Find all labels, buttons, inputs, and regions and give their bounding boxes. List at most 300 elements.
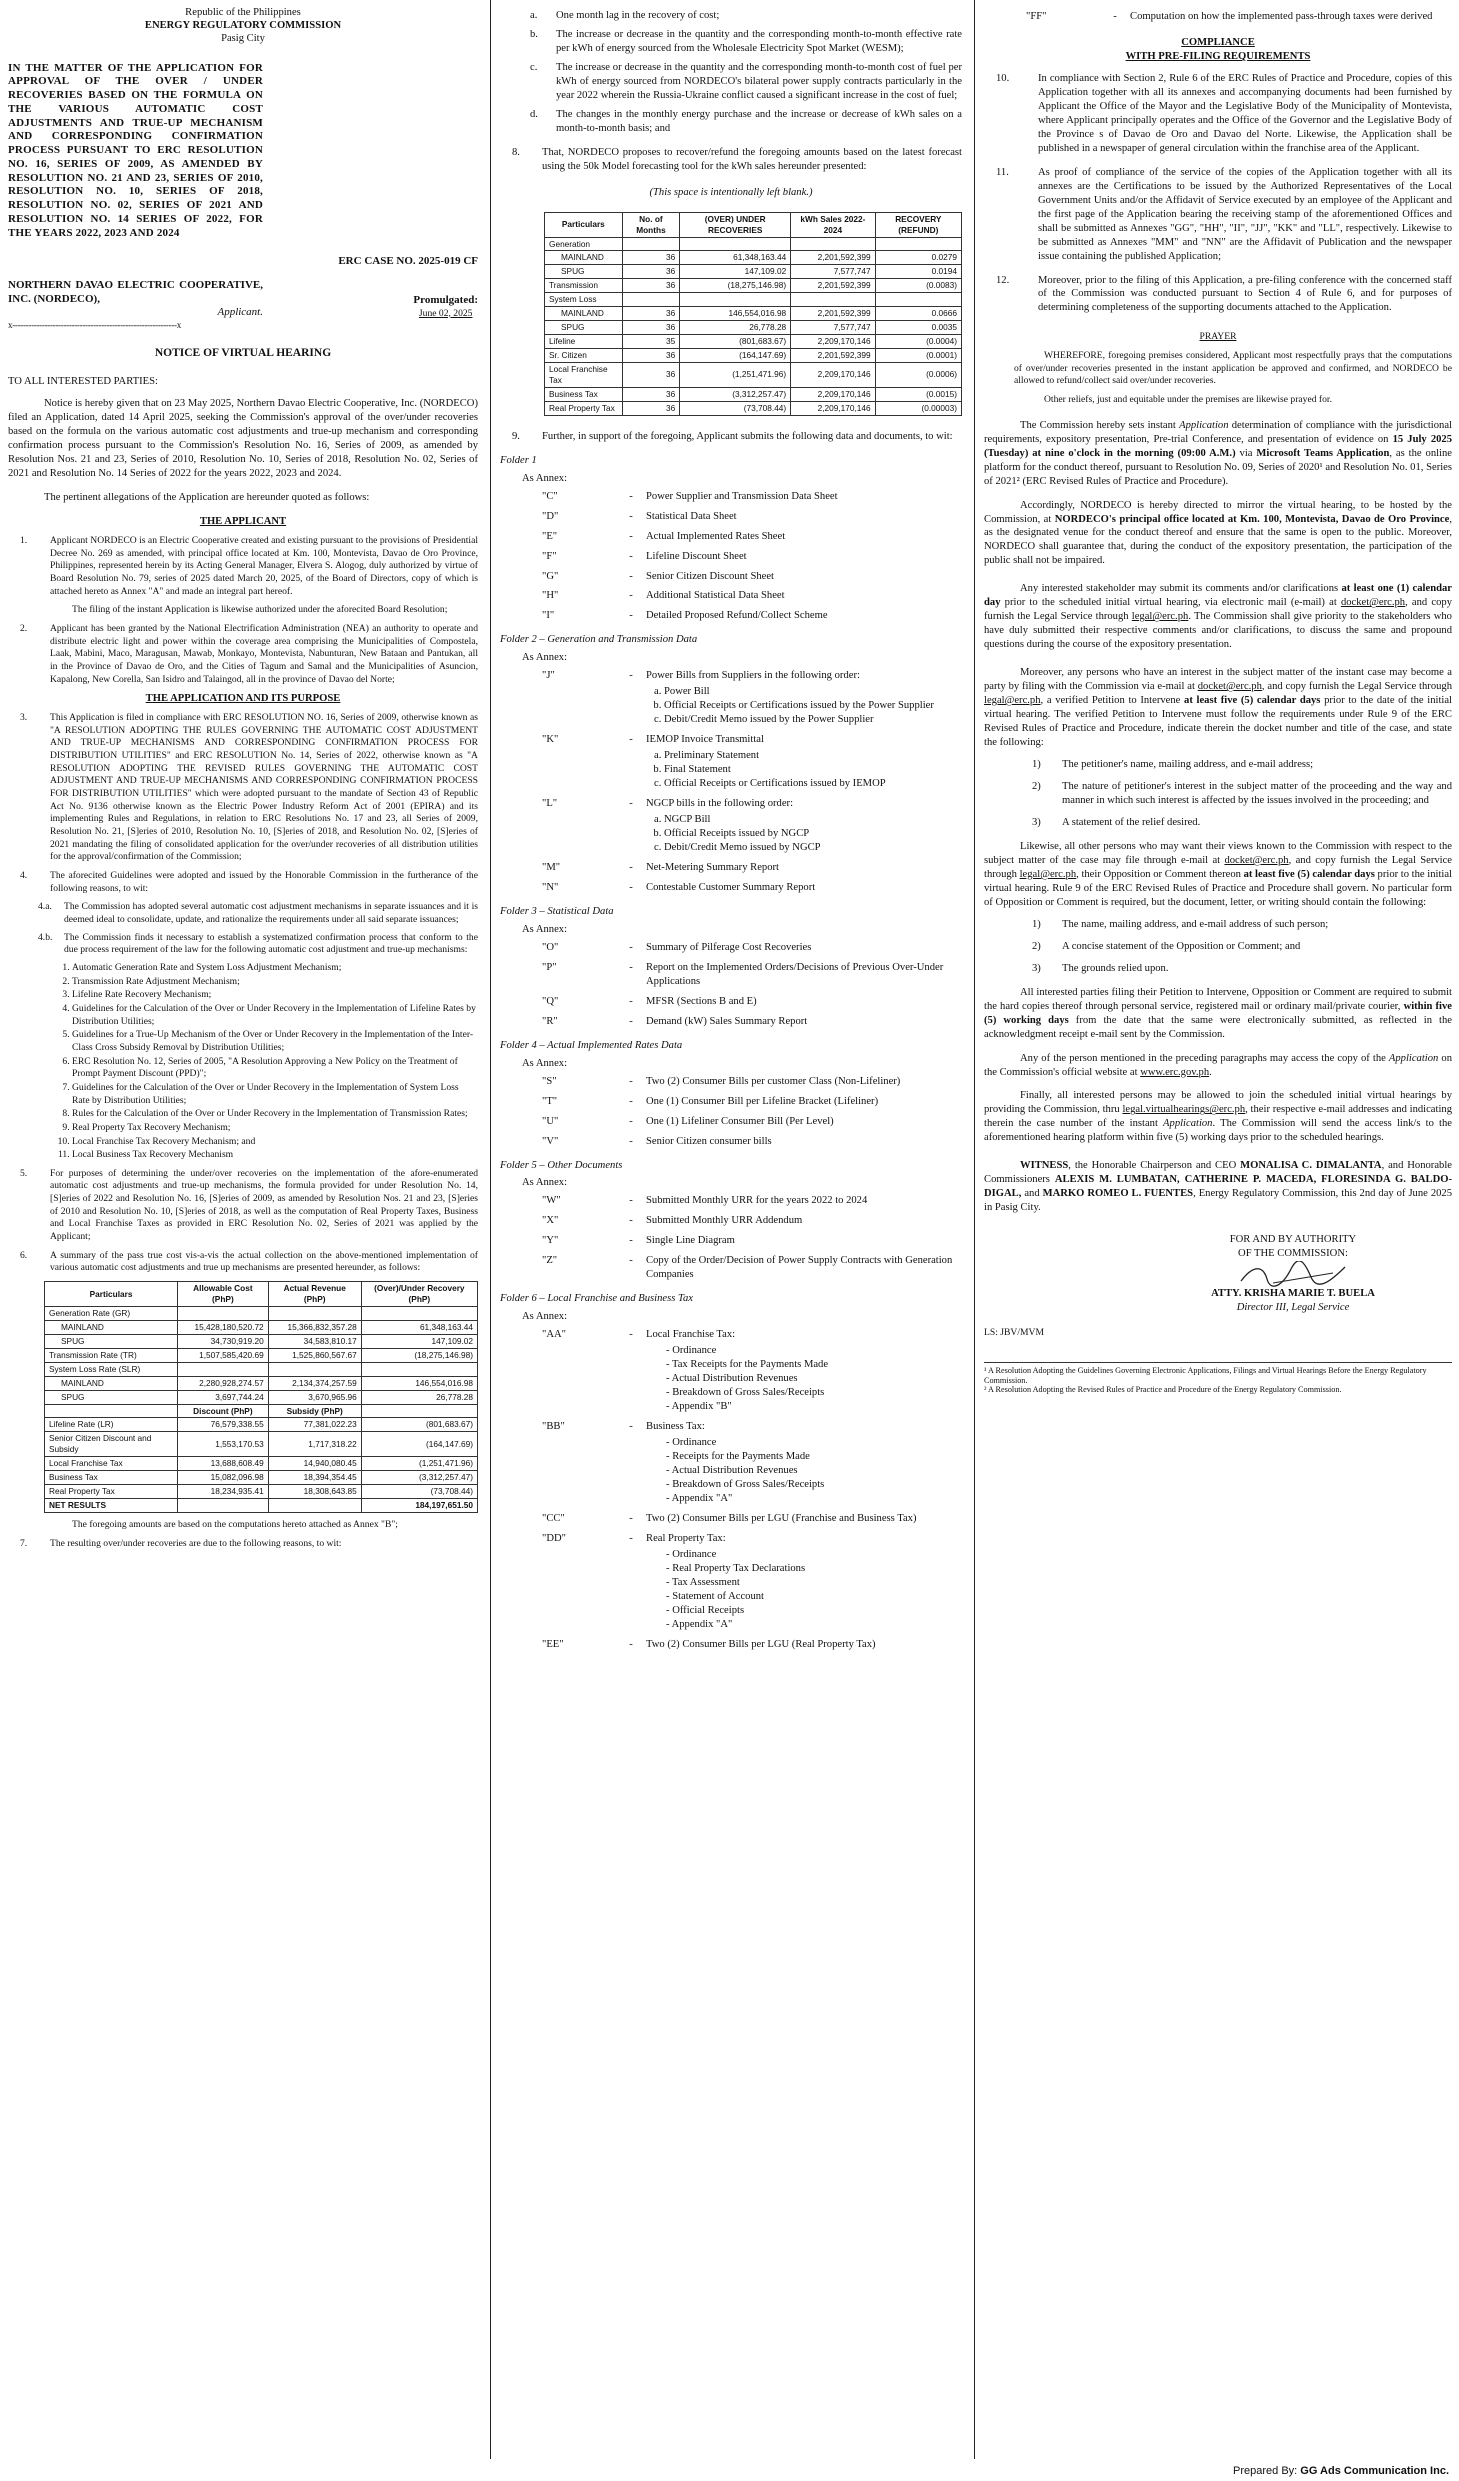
folder-heading: Folder 6 – Local Franchise and Business Tax <box>500 1293 693 1305</box>
paragraph-6b: The foregoing amounts are based on the computations hereto attached as Annex "B"; <box>72 1519 398 1531</box>
table-cell: 34,730,919.20 <box>178 1334 269 1348</box>
table-row-label: SPUG <box>545 265 623 279</box>
paragraph-2: 2. Applicant has been granted by the National Electrification Administration (NEA) an authority to operate and distribute electric light and power within the coverage area comprising the Municipalities of Compostela, Laak, Mabini, Maco, Maragusan, Mawab, Monkayo, Montevista, Nabunturan, New Bataan and Pantukan, all in the Province of Davao de Oro, and the Cities of Tagum and Samal and the Municipalities of Asuncion, Kapalong, New Corella, San Isidro and Talaingod, all in the province of Davao del Norte; <box>20 622 478 685</box>
annex-sublist <box>646 685 962 727</box>
table-cell <box>680 293 791 307</box>
table-cell: 147,109.02 <box>361 1334 477 1348</box>
mechanism-item: 7. Guidelines for the Calculation of the Over or Under Recovery in the Implementation of System Loss Rate by Distribution Utilities; <box>72 1082 478 1107</box>
initials: LS: JBV/MVM <box>984 1327 1044 1339</box>
annex-bullet: - Ordinance <box>666 1436 962 1450</box>
folder-heading: Folder 1 <box>500 454 537 466</box>
table-cell: 77,381,022.23 <box>268 1418 361 1432</box>
blank-space-note: (This space is intentionally left blank.) <box>649 186 813 198</box>
annex-bullet: - Breakdown of Gross Sales/Receipts <box>666 1478 962 1492</box>
table-cell: (73,708.44) <box>361 1485 477 1499</box>
table-cell <box>622 237 680 251</box>
annex-sublist <box>646 813 962 855</box>
column-divider <box>490 0 491 2459</box>
mechanism-item: 1. Automatic Generation Rate and System Loss Adjustment Mechanism; <box>72 962 478 975</box>
annex-bullet: - Appendix "A" <box>666 1492 962 1506</box>
applicant-role: Applicant. <box>217 306 263 319</box>
as-annex-label: As Annex: <box>522 1311 568 1323</box>
table-cell: 2,201,592,399 <box>791 307 875 321</box>
table-cell: 15,428,180,520.72 <box>178 1320 269 1334</box>
paragraph-6: 6. A summary of the pass true cost vis-a-vis the actual collection on the above-mentioned implementation of various automatic cost adjustments and true up mechanisms are presented hereunder, as follows: <box>20 1249 478 1274</box>
reason-item: d. The changes in the monthly energy purchase and the increase or decrease of kWh sales on a month-to-month basis; and <box>530 108 962 134</box>
table-cell: (0.00003) <box>875 401 961 415</box>
table-row-label: Senior Citizen Discount and Subsidy <box>45 1432 178 1457</box>
annex-subitem: c. Official Receipts or Certifications issued by IEMOP <box>664 777 962 791</box>
table-header-cell: kWh Sales 2022-2024 <box>791 212 875 237</box>
annex-item: "X" - Submitted Monthly URR Addendum <box>500 1214 962 1228</box>
paragraph-12: 12. Moreover, prior to the filing of this Application, a pre-filing conference with the concerned staff of the Commission was conducted pursuant to Section 4 of Rule 6, and for purposes of determining completeness of the supporting documents attached to the Application. <box>996 274 1452 314</box>
table-cell: 1,717,318.22 <box>268 1432 361 1457</box>
website-paragraph: Any of the person mentioned in the preceding paragraphs may access the copy of the Application on the Commission's official website at www.erc.gov.ph. <box>984 1052 1452 1078</box>
table-row <box>45 1471 478 1485</box>
table-row <box>45 1320 478 1334</box>
table-row <box>545 362 962 387</box>
table-header-cell: Particulars <box>545 212 623 237</box>
table-cell: 0.0035 <box>875 321 961 335</box>
table-cell: 18,394,354.45 <box>268 1471 361 1485</box>
as-annex-label: As Annex: <box>522 923 568 935</box>
annex-item: "T" - One (1) Consumer Bill per Lifeline Bracket (Lifeliner) <box>500 1095 962 1109</box>
folder-heading: Folder 5 – Other Documents <box>500 1159 623 1171</box>
table-row-label: Generation Rate (GR) <box>45 1306 178 1320</box>
compliance-heading: COMPLIANCE <box>1181 36 1255 48</box>
table-cell: 36 <box>622 387 680 401</box>
annex-code: "S" <box>542 1075 557 1087</box>
table-cell: 36 <box>622 401 680 415</box>
table-row <box>45 1376 478 1390</box>
table-cell: 2,201,592,399 <box>791 279 875 293</box>
table-row <box>545 349 962 363</box>
pertinent-paragraph: The pertinent allegations of the Application are hereunder quoted as follows: <box>44 492 370 504</box>
annex-code: "H" <box>542 590 559 602</box>
legal-email-link[interactable]: legal@erc.ph <box>984 695 1041 707</box>
annex-description: NGCP bills in the following order: <box>646 798 794 810</box>
reason-item: a. One month lag in the recovery of cost; <box>530 10 720 21</box>
reason-item: b. The increase or decrease in the quantity and the corresponding month-to-month effective rate per kWh of energy sourced from the Wholesale Electricity Spot Market (WESM); <box>530 28 962 54</box>
annex-description: One (1) Consumer Bill per Lifeline Bracket (Lifeliner) <box>646 1095 879 1107</box>
table-cell: (3,312,257.47) <box>680 387 791 401</box>
annex-bullet: - Statement of Account <box>666 1590 962 1604</box>
table-row-label: SPUG <box>45 1334 178 1348</box>
paragraph-4: 4. The aforecited Guidelines were adopted and issued by the Honorable Commission in the furtherance of the following reasons, to wit: <box>20 870 478 894</box>
folder-heading: Folder 3 – Statistical Data <box>500 905 614 917</box>
annex-bullet: - Real Property Tax Declarations <box>666 1562 962 1576</box>
annex-item: "C" - Power Supplier and Transmission Data Sheet <box>500 490 962 504</box>
table-row-label: Transmission Rate (TR) <box>45 1348 178 1362</box>
table-cell: 1,553,170.53 <box>178 1432 269 1457</box>
annex-code: "U" <box>542 1115 559 1127</box>
table-cell: 13,688,608.49 <box>178 1457 269 1471</box>
prepared-by: Prepared By: GG Ads Communication Inc. <box>1233 2465 1449 2477</box>
table-row <box>45 1362 478 1376</box>
annex-code: "T" <box>542 1095 558 1107</box>
table-cell: 18,234,935.41 <box>178 1485 269 1499</box>
table-cell: (0.0004) <box>875 335 961 349</box>
annex-code: "G" <box>542 570 559 582</box>
prayer-paragraph: WHEREFORE, foregoing premises considered, Applicant most respectfully prays that the computations of over/under recoveries presented in the instant application be approved and confirmed, and NORDECO be allowed to refund/collect said over/under recoveries. <box>1014 350 1452 387</box>
table-header-cell: Actual Revenue (PhP) <box>268 1282 361 1307</box>
column-2 <box>500 6 962 2455</box>
table-cell: (801,683.67) <box>680 335 791 349</box>
table-row-label: SPUG <box>545 321 623 335</box>
annex-bullet: - Receipts for the Payments Made <box>666 1450 962 1464</box>
hearing-schedule-paragraph: The Commission hereby sets instant Application determination of compliance with the jurisdictional requirements, expository presentation, Pre-trial Conference, and presentation of evidence on 15 July 2025 (Tuesday) at nine o'clock in the morning (09:00 A.M.) via Microsoft Teams Application, as the online platform for the conduct thereof, pursuant to Resolution No. 09, Series of 2020¹ and Resolution No. 01, Series of 2021² (ERC Revised Rules of Practice and Procedure). <box>984 419 1452 487</box>
table-cell: 14,940,080.45 <box>268 1457 361 1471</box>
annex-description: Local Franchise Tax: <box>646 1329 736 1341</box>
table-cell: 184,197,651.50 <box>361 1499 477 1513</box>
annex-description: Power Bills from Suppliers in the following order: <box>646 670 860 682</box>
paragraph-1: 1. Applicant NORDECO is an Electric Cooperative created and existing pursuant to the provisions of Presidential Decree No. 269 as amended, with principal office located at Km. 100, Montevista, Davao de Oro Province, Philippines, represented herein by its Acting General Manager, Elvera S. Alogog, duly authorized by virtue of Board Resolution No. 79, series of 2025 dated March 20, 2025, of the Board of Directors, copy of which is attached hereto as Annex "A" and made an integral part hereof. <box>20 534 478 597</box>
annex-item: "M" - Net-Metering Summary Report <box>500 861 962 875</box>
table-cell <box>361 1362 477 1376</box>
annex-item: "Z" - Copy of the Order/Decision of Power Supply Contracts with Generation Companies <box>500 1254 962 1282</box>
annex-item: "H" - Additional Statistical Data Sheet <box>500 589 962 603</box>
case-caption: IN THE MATTER OF THE APPLICATION FOR APPROVAL OF THE OVER / UNDER RECOVERIES BASED ON THE FORMULA ON THE VARIOUS AUTOMATIC COST ADJUSTMENTS AND TRUE-UP MECHANISM AND CORRESPONDING CONFIRMATION PROCESS PURSUANT TO ERC RESOLUTION NO. 16, SERIES OF 2009, AS AMENDED BY RESOLUTION NO. 21 AND 23, SERIES OF 2010, RESOLUTION NO. 10, SERIES OF 2018, RESOLUTION NO. 02, SERIES OF 2021 AND RESOLUTION NO. 14 SERIES OF 2022, FOR THE YEARS 2022, 2023 AND 2024 <box>8 61 263 239</box>
table-row-label: Lifeline <box>545 335 623 349</box>
annex-code: "EE" <box>542 1638 564 1650</box>
paragraph-5: 5. For purposes of determining the under/over recoveries on the implementation of the afore-enumerated automatic cost adjustments and true-up mechanisms, the formula provided for under Resolution No. 14, [S]eries of 2022 and Resolution No. 16, [S]eries of 2009, as amended by Resolution Nos. 21 and 23, [S]eries of 2010 and Resolution No. 10, [S]eries of 2018, as well as the computation of Real Property Taxes, Business and Local Franchise Taxes as provided in ERC Resolution No. 02, Series of 2021 was applied by the Applicant; <box>20 1167 478 1243</box>
annex-code: "P" <box>542 961 557 973</box>
annex-item: "Y" - Single Line Diagram <box>500 1234 962 1248</box>
table-cell <box>875 293 961 307</box>
annex-description: Submitted Monthly URR Addendum <box>646 1215 803 1227</box>
table-cell <box>791 293 875 307</box>
table-row <box>45 1418 478 1432</box>
paragraph-11: 11. As proof of compliance of the service of the copies of the Application together with all its annexes are the Certifications to be issued by the Authorized Representatives of the Local Government Units and/or the Affidavit of Service executed by an employee of the Applicant and the first page of the Application bearing the receiving stamp of the aforementioned Offices and shall be submitted as Annexes "GG", "HH", "II", "JJ", "KK" and "LL", respectively. Likewise to be submitted as Annexes "MM" and "NN" are the Affidavit of Publication and the newspaper issue containing the published Application; <box>996 166 1452 262</box>
annex-bullet: - Ordinance <box>666 1548 962 1562</box>
annex-description: IEMOP Invoice Transmittal <box>646 734 764 746</box>
table-row-label: MAINLAND <box>45 1320 178 1334</box>
table-row <box>545 265 962 279</box>
mechanism-item: 4. Guidelines for the Calculation of the Over or Under Recovery in the Implementation of Lifeline Rates by Distribution Utilities; <box>72 1003 478 1028</box>
table-row-label: MAINLAND <box>545 251 623 265</box>
prayer-heading: PRAYER <box>1199 331 1237 343</box>
table-cell: 0.0666 <box>875 307 961 321</box>
join-hearing-paragraph: Finally, all interested persons may be allowed to join the scheduled initial virtual hearings by providing the Commission, thru legal.virtualhearings@erc.ph, their respective e-mail addresses and indicating therein the case number of the instant Application. The Commission will send the access link/s to the aforementioned hearing platform within five (5) working days prior to the scheduled hearings. <box>984 1090 1452 1144</box>
compliance-subheading: WITH PRE-FILING REQUIREMENTS <box>1125 50 1311 62</box>
paragraph-7: 7. The resulting over/under recoveries are due to the following reasons, to wit: <box>20 1537 342 1549</box>
table-cell: 147,109.02 <box>680 265 791 279</box>
annex-item: "K" - IEMOP Invoice Transmittal a. Preliminary Statement b. Final Statement c. Official Receipts or Certifications issued by IEMOP <box>500 733 962 791</box>
annex-code: "R" <box>542 1015 558 1027</box>
paragraph-10: 10. In compliance with Section 2, Rule 6 of the ERC Rules of Practice and Procedure, copies of this Application together with all its annexes and accompanying documents had been furnished by Applicant the Office of the Mayor and the Legislative Body of the Municipality of Montevista, where Applicant principally operates and the Office of the Governor and the Legislative Body of the Province s of Davao de Oro and Davao del Norte. Likewise, the Application shall be published in a newspaper of general circulation within the franchise area of the Applicant. <box>996 72 1452 154</box>
paragraph-1b: The filing of the instant Application is likewise authorized under the aforecited Board Resolution; <box>72 604 448 616</box>
annex-description: One (1) Lifeliner Consumer Bill (Per Level) <box>646 1115 834 1127</box>
table-cell: 36 <box>622 251 680 265</box>
table-header-row <box>545 212 962 237</box>
table-cell <box>791 237 875 251</box>
opposition-requirements-list <box>984 918 1452 976</box>
table-row-label: Business Tax <box>545 387 623 401</box>
annex-code: "L" <box>542 798 558 810</box>
mechanism-item: 6. ERC Resolution No. 12, Series of 2005, "A Resolution Approving a New Policy on the Treatment of Prompt Payment Discount (PPD)"; <box>72 1056 478 1081</box>
annex-item: "N" - Contestable Customer Summary Report <box>500 881 962 895</box>
table-cell: 36 <box>622 265 680 279</box>
docket-email-link[interactable]: docket@erc.ph <box>1197 681 1262 693</box>
table-cell <box>178 1362 269 1376</box>
table-header-cell: (Over)/Under Recovery (PhP) <box>361 1282 477 1307</box>
annex-item: "I" - Detailed Proposed Refund/Collect Scheme <box>500 609 962 623</box>
requirement-item: 1) The name, mailing address, and e-mail address of such person; <box>1032 918 1329 930</box>
annex-item: "W" - Submitted Monthly URR for the years 2022 to 2024 <box>500 1194 962 1208</box>
intervention-requirements-list <box>984 758 1452 830</box>
mirror-hearing-paragraph: Accordingly, NORDECO is hereby directed to mirror the virtual hearing, to be hosted by the Commission, at NORDECO's principal office located at Km. 100, Montevista, Davao de Oro Province, as the designated venue for the conduct thereof and ensure that the same is open to the public. Moreover, NORDECO shall guarantee that, during the conduct of the expository presentation, the participation of the public shall not be impaired. <box>984 499 1452 567</box>
table-row <box>545 237 962 251</box>
table-row <box>45 1485 478 1499</box>
table-cell: 2,134,374,257.59 <box>268 1376 361 1390</box>
docket-email-link[interactable]: docket@erc.ph <box>1340 597 1406 609</box>
table-cell: 15,366,832,357.28 <box>268 1320 361 1334</box>
republic-line: Republic of the Philippines <box>185 7 301 18</box>
annex-item: "V" - Senior Citizen consumer bills <box>500 1135 962 1149</box>
annex-subitem: b. Official Receipts or Certifications issued by the Power Supplier <box>664 699 962 713</box>
table-row-label: System Loss <box>545 293 623 307</box>
annex-bullet: - Actual Distribution Revenues <box>666 1372 962 1386</box>
folder-heading: Folder 2 – Generation and Transmission Data <box>500 634 698 646</box>
mechanism-item: 9. Real Property Tax Recovery Mechanism; <box>72 1122 478 1135</box>
annex-code: "C" <box>542 490 558 502</box>
annex-bullet: - Appendix "B" <box>666 1400 962 1414</box>
annex-subitem: a. NGCP Bill <box>664 813 962 827</box>
annex-code: "J" <box>542 670 555 682</box>
table-cell: (73,708.44) <box>680 401 791 415</box>
annex-bullet: - Breakdown of Gross Sales/Receipts <box>666 1386 962 1400</box>
salutation: TO ALL INTERESTED PARTIES: <box>8 376 158 388</box>
annex-description: Statistical Data Sheet <box>646 510 737 522</box>
footnotes <box>984 1362 1452 1396</box>
table-cell <box>178 1499 269 1513</box>
table-cell: 34,583,810.17 <box>268 1334 361 1348</box>
annex-code: "M" <box>542 861 561 873</box>
table-cell: 1,525,860,567.67 <box>268 1348 361 1362</box>
requirement-item: 2) A concise statement of the Opposition or Comment; and <box>1032 940 1301 952</box>
table-row <box>545 335 962 349</box>
notice-title: NOTICE OF VIRTUAL HEARING <box>154 347 332 360</box>
annex-subitem: b. Official Receipts issued by NGCP <box>664 827 962 841</box>
annex-bullet: - Official Receipts <box>666 1604 962 1618</box>
table-cell: 3,670,965.96 <box>268 1390 361 1404</box>
table-cell: 7,577,747 <box>791 321 875 335</box>
recovery-summary-table <box>44 1281 478 1513</box>
column-1 <box>8 6 478 2455</box>
table-cell: 1,507,585,420.69 <box>178 1348 269 1362</box>
annex-code: "O" <box>542 941 559 953</box>
annex-code: "Q" <box>542 995 559 1007</box>
annex-bullets <box>646 1344 962 1414</box>
promulgated-label: Promulgated: <box>413 294 478 307</box>
table-cell: 18,308,643.85 <box>268 1485 361 1499</box>
paragraph-4a: 4.a. The Commission has adopted several automatic cost adjustment mechanisms in separate issuances and it is deemed ideal to consolidate, update, and rationalize the requirements under all said separate issuances; <box>38 901 478 926</box>
applicant-name: NORTHERN DAVAO ELECTRIC COOPERATIVE, INC. (NORDECO), <box>8 278 263 305</box>
annex-description: Two (2) Consumer Bills per LGU (Franchise and Business Tax) <box>646 1512 917 1524</box>
table-header-cell: Particulars <box>45 1282 178 1307</box>
table-cell: (1,251,471.96) <box>361 1457 477 1471</box>
annex-code: "F" <box>542 550 557 562</box>
table-cell: (1,251,471.96) <box>680 362 791 387</box>
annex-item: "G" - Senior Citizen Discount Sheet <box>500 570 962 584</box>
annex-subitem: c. Debit/Credit Memo issued by NGCP <box>664 841 962 855</box>
table-row-label: SPUG <box>45 1390 178 1404</box>
table-cell: 36 <box>622 321 680 335</box>
annex-sublist <box>646 749 962 791</box>
table-row <box>45 1334 478 1348</box>
table-cell: 2,280,928,274.57 <box>178 1376 269 1390</box>
mechanism-list <box>8 962 478 1162</box>
section-heading-purpose: THE APPLICATION AND ITS PURPOSE <box>145 693 341 705</box>
annex-subitem: a. Power Bill <box>664 685 962 699</box>
virtual-hearings-email-link[interactable]: legal.virtualhearings@erc.ph <box>1122 1104 1246 1116</box>
annex-description: Single Line Diagram <box>646 1235 735 1247</box>
table-cell: 2,201,592,399 <box>791 251 875 265</box>
annex-item: "EE" - Two (2) Consumer Bills per LGU (Real Property Tax) <box>500 1638 962 1652</box>
table-row <box>545 387 962 401</box>
table-row <box>545 279 962 293</box>
table-row-label <box>45 1404 178 1418</box>
table-header-row <box>45 1282 478 1307</box>
table-row <box>545 401 962 415</box>
annex-bullet: - Tax Assessment <box>666 1576 962 1590</box>
table-cell: (0.0083) <box>875 279 961 293</box>
annex-description: Detailed Proposed Refund/Collect Scheme <box>646 610 828 622</box>
legal-email-link[interactable]: legal@erc.ph <box>1131 611 1189 623</box>
annex-description: Real Property Tax: <box>646 1532 726 1544</box>
annex-description: Contestable Customer Summary Report <box>646 881 816 893</box>
annex-item: "E" - Actual Implemented Rates Sheet <box>500 530 962 544</box>
table-row-label: Generation <box>545 237 623 251</box>
table-cell: (18,275,146.98) <box>361 1348 477 1362</box>
table-row-label: Sr. Citizen <box>545 349 623 363</box>
commission-name: ENERGY REGULATORY COMMISSION <box>144 20 342 32</box>
authority-line-1: FOR AND BY AUTHORITY <box>1229 1234 1357 1246</box>
annex-item: "U" - One (1) Lifeliner Consumer Bill (Per Level) <box>500 1115 962 1129</box>
mechanism-item: 2. Transmission Rate Adjustment Mechanism; <box>72 976 478 989</box>
prayer-other-reliefs: Other reliefs, just and equitable under the premises are likewise prayed for. <box>1044 394 1332 406</box>
parties-block <box>8 279 478 320</box>
table-row <box>45 1404 478 1418</box>
annex-description: Power Supplier and Transmission Data Sheet <box>646 490 838 502</box>
table-row-label: MAINLAND <box>545 307 623 321</box>
table-cell: (801,683.67) <box>361 1418 477 1432</box>
table-cell: 146,554,016.98 <box>361 1376 477 1390</box>
as-annex-label: As Annex: <box>522 1057 568 1069</box>
table-cell: 61,348,163.44 <box>680 251 791 265</box>
requirement-item: 2) The nature of petitioner's interest in the subject matter of the proceeding and the way and manner in which such interest is affected by the issues involved in the proceeding; and <box>1032 781 1452 806</box>
requirement-item: 3) A statement of the relief desired. <box>1032 816 1201 828</box>
annex-bullets <box>646 1436 962 1506</box>
table-row <box>45 1499 478 1513</box>
annex-code: "D" <box>542 510 559 522</box>
table-cell <box>680 237 791 251</box>
annex-item: "F" - Lifeline Discount Sheet <box>500 550 962 564</box>
caption-divider-line: x-------------------------------------------------------------x <box>8 320 181 331</box>
annex-subitem: b. Final Statement <box>664 763 962 777</box>
table-cell: 7,577,747 <box>791 265 875 279</box>
annex-code: "CC" <box>542 1512 565 1524</box>
table-cell: 3,697,744.24 <box>178 1390 269 1404</box>
column-divider <box>974 0 975 2459</box>
erc-website-link[interactable]: www.erc.gov.ph <box>1140 1066 1210 1078</box>
annex-folders <box>500 454 962 1652</box>
annex-item: "J" - Power Bills from Suppliers in the following order: a. Power Bill b. Official Receipts or Certifications issued by the Power Supplier c. Debit/Credit Memo issued by the Power Supplier <box>500 669 962 727</box>
annex-code: "X" <box>542 1215 559 1227</box>
table-row-label: Transmission <box>545 279 623 293</box>
legal-email-link[interactable]: legal@erc.ph <box>1019 868 1077 880</box>
footnote: ¹ A Resolution Adopting the Guidelines Governing Electronic Applications, Filings and Virtual Hearings Before the Energy Regulatory Commission. <box>984 1365 1427 1385</box>
annex-description: Copy of the Order/Decision of Power Supply Contracts with Generation Companies <box>646 1255 953 1281</box>
annex-code: "K" <box>542 734 559 746</box>
mechanism-item: 8. Rules for the Calculation of the Over or Under Recovery in the Implementation of Transmission Rates; <box>72 1108 478 1121</box>
annex-item: "BB" - Business Tax: - Ordinance - Receipts for the Payments Made - Actual Distribution Revenues - Breakdown of Gross Sales/Receipts - Appendix "A" <box>500 1420 962 1506</box>
table-row-label: Local Franchise Tax <box>45 1457 178 1471</box>
requirement-item: 3) The grounds relied upon. <box>1032 962 1169 974</box>
annex-item: "R" - Demand (kW) Sales Summary Report <box>500 1015 962 1029</box>
annex-bullet: - Actual Distribution Revenues <box>666 1464 962 1478</box>
table-cell <box>361 1306 477 1320</box>
annex-item: "P" - Report on the Implemented Orders/Decisions of Previous Over-Under Applications <box>500 961 962 989</box>
table-row <box>45 1457 478 1471</box>
table-header-cell: Allowable Cost (PhP) <box>178 1282 269 1307</box>
requirement-item: 1) The petitioner's name, mailing address, and e-mail address; <box>1032 759 1314 771</box>
commission-city: Pasig City <box>221 33 265 45</box>
table-cell: 146,554,016.98 <box>680 307 791 321</box>
table-row <box>45 1348 478 1362</box>
table-row <box>45 1306 478 1320</box>
table-cell: 0.0279 <box>875 251 961 265</box>
table-header-cell: RECOVERY (REFUND) <box>875 212 961 237</box>
table-row <box>545 293 962 307</box>
forecast-table <box>544 212 962 416</box>
intro-paragraph: Notice is hereby given that on 23 May 2025, Northern Davao Electric Cooperative, Inc. (NORDECO) filed an Application, dated 14 April 2025, seeking the Commission's approval of the over/under recoveries based on the formula on the various automatic cost adjustments and true-up mechanism and corresponding confirmation process pursuant to the Commission's Resolution No. 16, Series of 2009, as amended by Resolution Nos. 21 and 23, Series of 2010, Resolution No. 10, Series of 2018, Resolution No. 02, Series of 2021 and Resolution No. 14 Series of 2022 for the years 2022, 2023 and 2024. <box>8 398 478 480</box>
table-row <box>545 321 962 335</box>
table-cell: 0.0194 <box>875 265 961 279</box>
case-number: ERC CASE NO. 2025-019 CF <box>338 255 478 268</box>
mechanism-item: 10. Local Franchise Tax Recovery Mechanism; and <box>72 1136 478 1149</box>
annex-item: "AA" - Local Franchise Tax: - Ordinance - Tax Receipts for the Payments Made - Actual Distribution Revenues - Breakdown of Gross Sales/Receipts - Appendix "B" <box>500 1328 962 1414</box>
annex-description: Senior Citizen consumer bills <box>646 1135 772 1147</box>
annex-description: Summary of Pilferage Cost Recoveries <box>646 941 812 953</box>
annex-code: "I" <box>542 610 555 622</box>
paragraph-8: 8. That, NORDECO proposes to recover/refund the foregoing amounts based on the latest forecast using the 50k Model forecasting tool for the kWh sales hereunder presented: <box>512 146 962 172</box>
mechanism-item: 11. Local Business Tax Recovery Mechanism <box>72 1149 478 1162</box>
table-cell: (0.0006) <box>875 362 961 387</box>
table-cell: Subsidy (PhP) <box>268 1404 361 1418</box>
annex-code: "N" <box>542 881 559 893</box>
reason-item: c. The increase or decrease in the quantity and the corresponding month-to-month cost of fuel per kWh of energy sourced from NORDECO's bilateral power supply contracts particularly in the year 2022 wherein the Russia-Ukraine conflict caused a significant increase in the cost of fuel; <box>530 61 962 101</box>
table-row-label: Real Property Tax <box>545 401 623 415</box>
hard-copy-paragraph: All interested parties filing their Petition to Intervene, Opposition or Comment are required to submit the hard copies thereof through personal service, registered mail or ordinary mail/private courier, within five (5) working days from the date that the same were electronically submitted, as reflected in the acknowledgment receipt e-mail sent by the Commission. <box>984 986 1452 1040</box>
table-cell: 36 <box>622 307 680 321</box>
annex-description: Actual Implemented Rates Sheet <box>646 530 786 542</box>
annex-code: "Z" <box>542 1255 558 1267</box>
annex-description: Two (2) Consumer Bills per customer Class (Non-Lifeliner) <box>646 1075 901 1087</box>
table-cell: 2,209,170,146 <box>791 335 875 349</box>
annex-code: "Y" <box>542 1235 559 1247</box>
annex-code: "DD" <box>542 1532 566 1544</box>
promulgated-date: June 02, 2025 <box>418 307 473 319</box>
docket-email-link[interactable]: docket@erc.ph <box>1224 854 1289 866</box>
table-cell: 76,579,338.55 <box>178 1418 269 1432</box>
annex-item: "O" - Summary of Pilferage Cost Recoveries <box>500 941 962 955</box>
table-cell <box>178 1306 269 1320</box>
table-cell: (0.0015) <box>875 387 961 401</box>
table-row-label: NET RESULTS <box>45 1499 178 1513</box>
table-cell <box>875 237 961 251</box>
table-cell: 2,209,170,146 <box>791 362 875 387</box>
